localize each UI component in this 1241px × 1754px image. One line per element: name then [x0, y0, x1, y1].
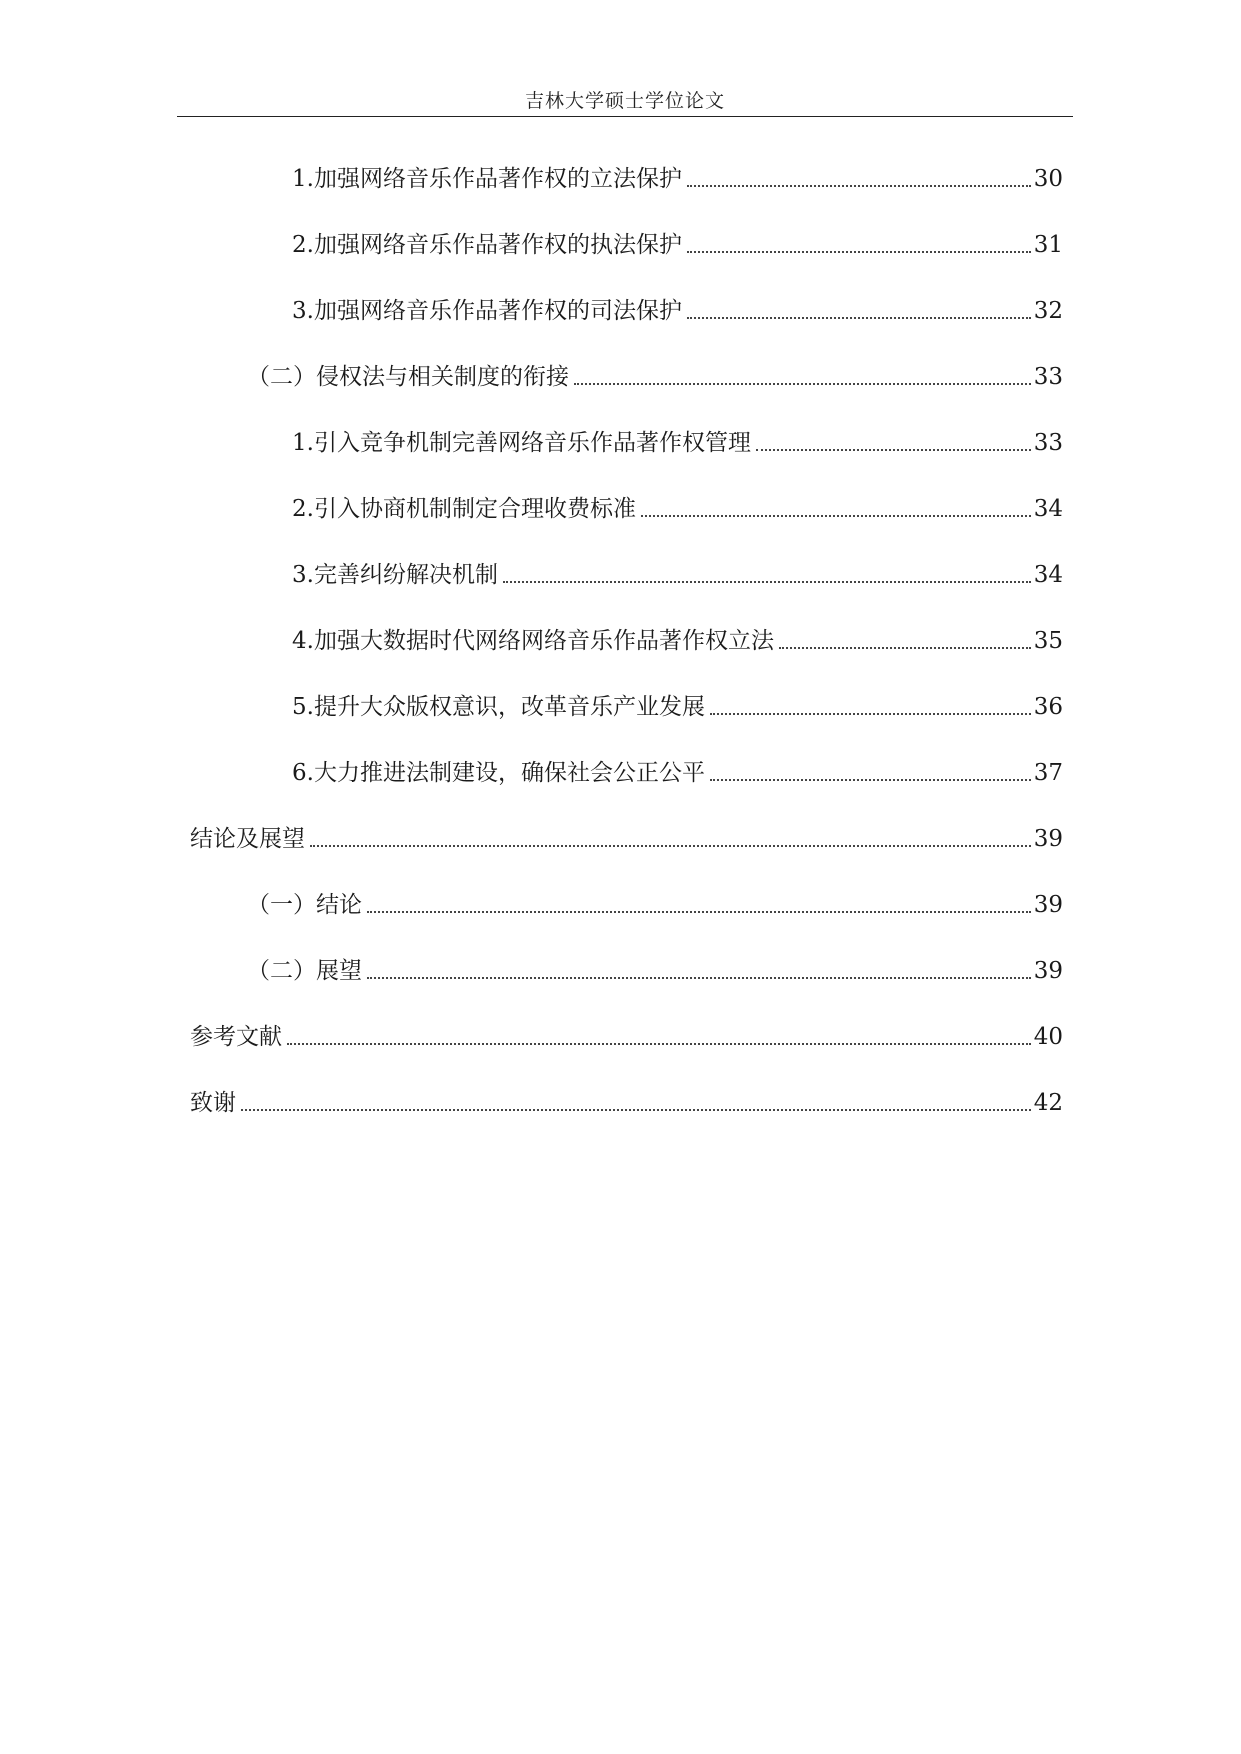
dot-leader — [710, 713, 1031, 715]
toc-entry-label: 3.加强网络音乐作品著作权的司法保护 — [292, 298, 682, 324]
dot-leader — [687, 317, 1031, 319]
toc-entry-label: 结论及展望 — [190, 826, 305, 852]
toc-entry[interactable] — [292, 422, 1063, 458]
toc-entry[interactable] — [292, 488, 1063, 524]
toc-entry-label: 参考文献 — [190, 1024, 282, 1050]
dot-leader — [367, 911, 1031, 913]
toc-page-number: 33 — [1033, 364, 1063, 390]
dot-leader — [503, 581, 1031, 583]
dot-leader — [687, 251, 1031, 253]
toc-page-number: 40 — [1033, 1024, 1063, 1050]
toc-page-number: 39 — [1033, 958, 1063, 984]
toc-entry-label: （二）展望 — [247, 958, 362, 984]
toc-entry[interactable] — [292, 158, 1063, 194]
dot-leader — [367, 977, 1031, 979]
toc-page-number: 42 — [1033, 1090, 1063, 1116]
toc-entry[interactable] — [292, 554, 1063, 590]
toc-entry[interactable] — [247, 950, 1063, 986]
toc-page-number: 34 — [1033, 496, 1063, 522]
running-header: 吉林大学硕士学位论文 — [524, 90, 725, 112]
dot-leader — [779, 647, 1031, 649]
toc-entry[interactable] — [292, 620, 1063, 656]
toc-entry[interactable] — [247, 356, 1063, 392]
toc-entry[interactable] — [292, 290, 1063, 326]
toc-entry-label: 1.引入竞争机制完善网络音乐作品著作权管理 — [292, 430, 751, 456]
toc-entry-label: 6.大力推进法制建设，确保社会公正公平 — [292, 760, 705, 786]
dot-leader — [687, 185, 1031, 187]
toc-entry-label: 5.提升大众版权意识，改革音乐产业发展 — [292, 694, 705, 720]
toc-entry[interactable] — [247, 884, 1063, 920]
toc-page-number: 30 — [1033, 166, 1063, 192]
header-rule — [177, 116, 1073, 117]
toc-entry-label: 2.引入协商机制制定合理收费标准 — [292, 496, 636, 522]
toc-page-number: 32 — [1033, 298, 1063, 324]
toc-entry-label: （二）侵权法与相关制度的衔接 — [247, 364, 569, 390]
dot-leader — [756, 449, 1031, 451]
toc-page-number: 39 — [1033, 826, 1063, 852]
toc-entry-label: 3.完善纠纷解决机制 — [292, 562, 498, 588]
toc-entry[interactable] — [190, 818, 1063, 854]
toc-page-number: 39 — [1033, 892, 1063, 918]
toc-page-number: 31 — [1033, 232, 1063, 258]
toc-entry[interactable] — [292, 686, 1063, 722]
toc-entry-label: 致谢 — [190, 1090, 236, 1116]
dot-leader — [287, 1043, 1031, 1045]
dot-leader — [310, 845, 1031, 847]
toc-entry-label: 1.加强网络音乐作品著作权的立法保护 — [292, 166, 682, 192]
toc-page-number: 34 — [1033, 562, 1063, 588]
toc-page-number: 35 — [1033, 628, 1063, 654]
toc-entry-label: （一）结论 — [247, 892, 362, 918]
toc-entry[interactable] — [292, 752, 1063, 788]
toc-entry-label: 2.加强网络音乐作品著作权的执法保护 — [292, 232, 682, 258]
toc-entry[interactable] — [190, 1082, 1063, 1118]
dot-leader — [641, 515, 1031, 517]
toc-page-number: 36 — [1033, 694, 1063, 720]
toc-entry[interactable] — [190, 1016, 1063, 1052]
dot-leader — [574, 383, 1031, 385]
toc-page-number: 37 — [1033, 760, 1063, 786]
dot-leader — [241, 1109, 1031, 1111]
toc-page-number: 33 — [1033, 430, 1063, 456]
toc-entry-label: 4.加强大数据时代网络网络音乐作品著作权立法 — [292, 628, 774, 654]
toc-entry[interactable] — [292, 224, 1063, 260]
dot-leader — [710, 779, 1031, 781]
